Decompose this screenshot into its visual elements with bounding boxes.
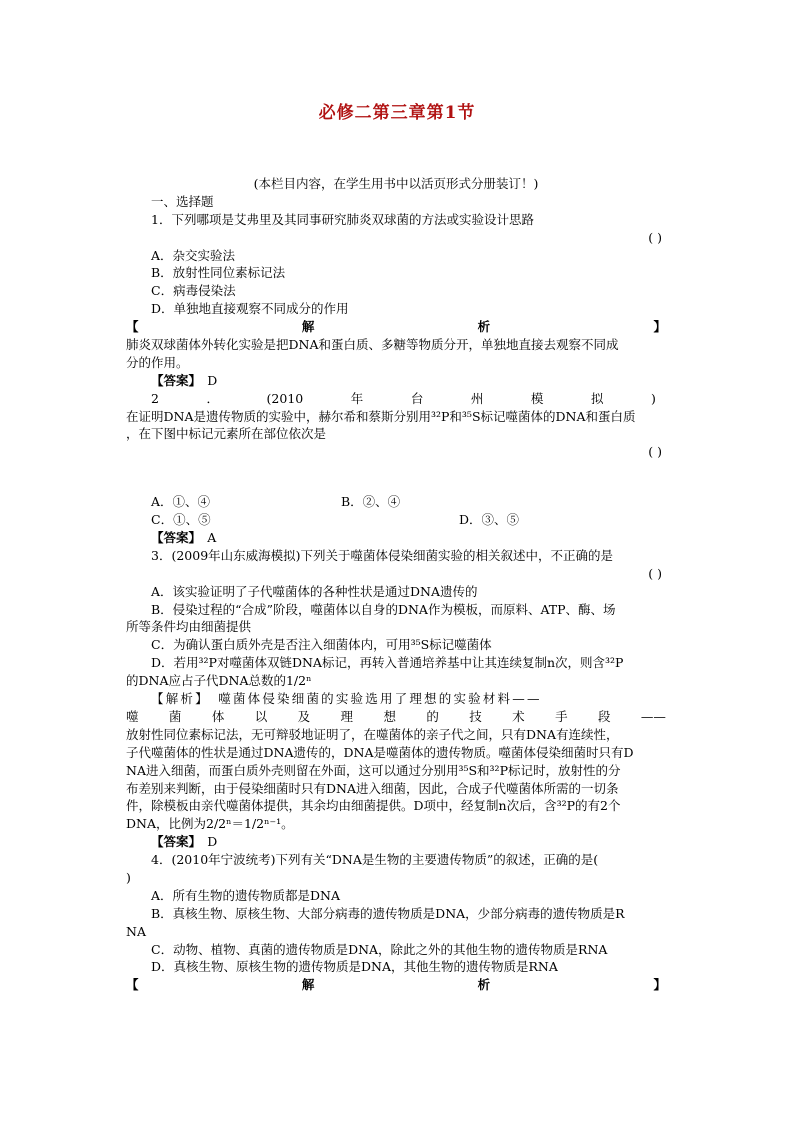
option-b: B．②、④ (341, 494, 401, 510)
option-d: D．真核生物、原核生物的遗传物质是DNA，其他生物的遗传物质是RNA (151, 959, 558, 975)
option-a: A．该实验证明了子代噬菌体的各种性状是通过DNA遗传的 (151, 583, 478, 599)
analysis-heading: 【解析】 噬菌体侵染细菌的实验选用了理想的实验材料—— (151, 691, 542, 707)
figure-space (126, 461, 666, 493)
option-b: B．侵染过程的“合成”阶段，噬菌体以自身的DNA作为模板，而原料、ATP、酶、场 (151, 601, 616, 617)
option-a: A．杂交实验法 (151, 247, 236, 263)
option-b-cont: 所等条件均由细菌提供 (126, 619, 252, 635)
analysis-text: 件，除模板由亲代噬菌体提供，其余均由细菌提供。D项中，经复制n次后，含³²P的有2个 (126, 798, 621, 814)
section-heading: 一、选择题 (151, 193, 214, 209)
question-2-stem: 在证明DNA是遗传物质的实验中，赫尔希和蔡斯分别用³²P和³⁵S标记噬菌体的DNA和蛋白质 (126, 408, 636, 424)
analysis-text: NA进入细菌，而蛋白质外壳则留在外面，这可以通过分别用³⁵S和³²P标记时，放射性的分 (126, 762, 621, 778)
option-d: D．③、⑤ (459, 512, 520, 528)
option-a: A．①、④ (151, 494, 211, 510)
analysis-text: DNA，比例为2/2ⁿ＝1/2ⁿ⁻¹。 (126, 816, 294, 832)
option-a: A．所有生物的遗传物质都是DNA (151, 887, 341, 903)
option-d: D．若用³²P对噬菌体双链DNA标记，再转入普通培养基中让其连续复制n次，则含³²P (151, 655, 624, 671)
question-2-stem: ，在下图中标记元素所在部位依次是 (126, 426, 327, 442)
analysis-spread-line: 噬 菌 体 以 及 理 想 的 技 术 手 段 —— (126, 708, 666, 724)
option-c: C．①、⑤ (151, 512, 211, 528)
analysis-text: 子代噬菌体的性状是通过DNA遗传的，DNA是噬菌体的遗传物质。噬菌体侵染细菌时只有D (126, 744, 634, 760)
question-4-stem-cont: ) (126, 869, 131, 885)
document-body (126, 175, 666, 994)
question-3-stem: 3．(2009年山东威海模拟)下列关于噬菌体侵染细菌实验的相关叙述中，不正确的是 (151, 547, 614, 563)
option-b: B．真核生物、原核生物、大部分病毒的遗传物质是DNA，少部分病毒的遗传物质是R (151, 905, 625, 921)
option-d-cont: 的DNA应占子代DNA总数的1/2ⁿ (126, 673, 312, 689)
page-title: 必修二第三章第1节 (318, 103, 476, 123)
answer-line: 【答案】 A (151, 530, 217, 546)
analysis-heading: 【 解 析 】 (126, 319, 666, 335)
question-2-heading: 2 ． (2010 年 台 州 模 拟 ) (151, 390, 656, 406)
answer-line: 【答案】 D (151, 372, 218, 388)
option-row (126, 511, 666, 529)
option-b-cont: NA (126, 923, 146, 939)
option-d: D．单独地直接观察不同成分的作用 (151, 301, 349, 317)
analysis-text: 分的作用。 (126, 354, 189, 370)
analysis-text: 肺炎双球菌体外转化实验是把DNA和蛋白质、多糖等物质分开，单独地直接去观察不同成 (126, 337, 619, 353)
option-row (126, 493, 666, 511)
question-4-stem: 4．(2010年宁波统考)下列有关“DNA是生物的主要遗传物质”的叙述，正确的是( (151, 852, 599, 868)
option-c: C．为确认蛋白质外壳是否注入细菌体内，可用³⁵S标记噬菌体 (151, 637, 492, 653)
question-1-stem: 1．下列哪项是艾弗里及其同事研究肺炎双球菌的方法或实验设计思路 (151, 211, 534, 227)
answer-bracket: ( ) (648, 444, 662, 460)
answer-bracket: ( ) (648, 565, 662, 581)
answer-line: 【答案】 D (151, 834, 218, 850)
option-c: C．病毒侵染法 (151, 283, 236, 299)
option-c: C．动物、植物、真菌的遗传物质是DNA，除此之外的其他生物的遗传物质是RNA (151, 941, 608, 957)
option-b: B．放射性同位素标记法 (151, 265, 286, 281)
answer-bracket: ( ) (648, 229, 662, 245)
answer-value: D (207, 834, 218, 850)
analysis-heading: 【 解 析 】 (126, 977, 666, 993)
answer-value: D (207, 372, 218, 388)
answer-value: A (207, 530, 217, 546)
analysis-text: 布差别来判断，由于侵染细菌时只有DNA进入细菌，因此，合成子代噬菌体所需的一切条 (126, 780, 619, 796)
analysis-text: 放射性同位素标记法，无可辩驳地证明了，在噬菌体的亲子代之间，只有DNA有连续性， (126, 726, 619, 742)
binding-notice: (本栏目内容，在学生用书中以活页形式分册装订！) (253, 176, 539, 191)
